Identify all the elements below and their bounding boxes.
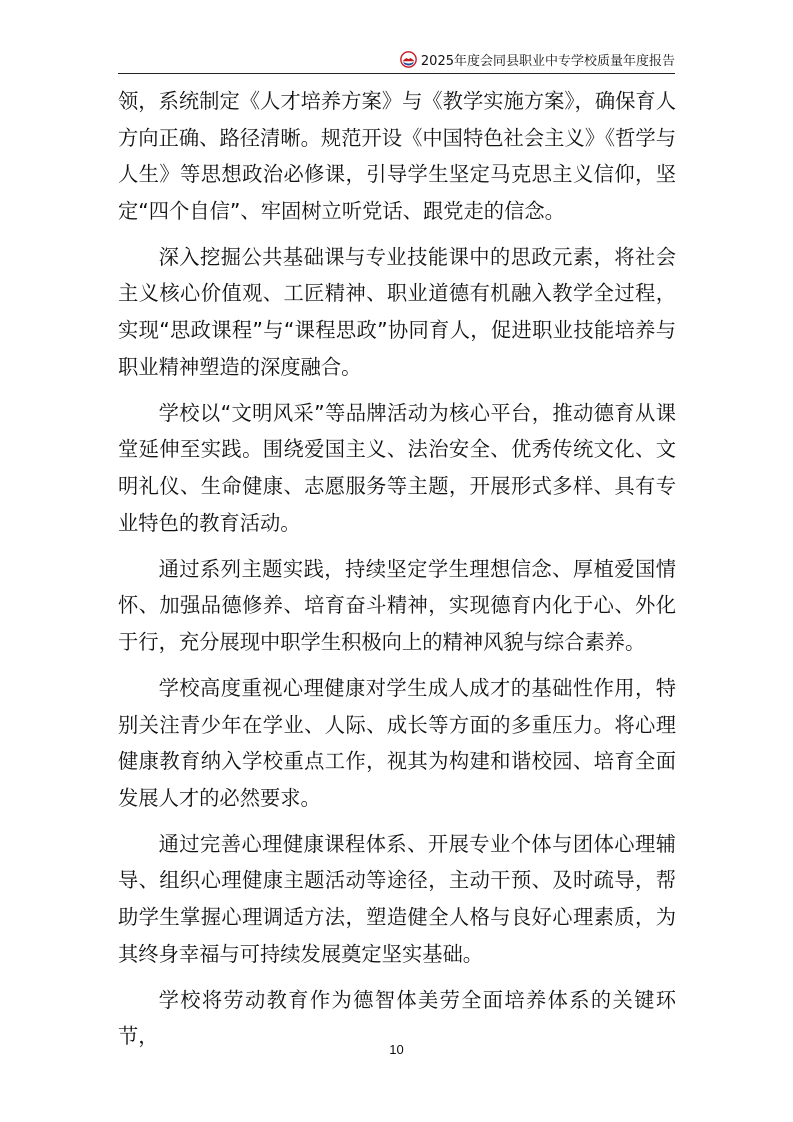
header-title: 2025年度会同县职业中专学校质量年度报告 [420,54,675,69]
page-header [400,50,675,69]
paragraph: 学校以“文明风采”等品牌活动为核心平台，推动德育从课堂延伸至实践。围绕爱国主义、法治安全、优秀传统文化、文明礼仪、生命健康、志愿服务等主题，开展形式多样、具有专业特色的教育活动。 [118,400,676,535]
paragraph: 通过系列主题实践，持续坚定学生理想信念、厚植爱国情怀、加强品德修养、培育奋斗精神，实现德育内化于心、外化于行，充分展现中职学生积极向上的精神风貌与综合素养。 [118,556,676,654]
paragraph: 领，系统制定《人才培养方案》与《教学实施方案》，确保育人方向正确、路径清晰。规范开设《中国特色社会主义》《哲学与人生》等思想政治必修课，引导学生坚定马克思主义信仰，坚定“四个自信”、牢固树立听党话、跟党走的信念。 [118,89,676,223]
paragraph: 深入挖掘公共基础课与专业技能课中的思政元素，将社会主义核心价值观、工匠精神、职业道德有机融入教学全过程，实现“思政课程”与“课程思政”协同育人，促进职业技能培养与职业精神塑造的深度融合。 [118,244,676,379]
document-body [118,83,676,1064]
school-emblem-icon [400,51,417,68]
paragraph: 学校高度重视心理健康对学生成人成才的基础性作用，特别关注青少年在学业、人际、成长等方面的多重压力。将心理健康教育纳入学校重点工作，视其为构建和谐校园、培育全面发展人才的必然要求。 [118,675,676,810]
page-number: 10 [389,1042,404,1057]
paragraph: 通过完善心理健康课程体系、开展专业个体与团体心理辅导、组织心理健康主题活动等途径，主动干预、及时疏导，帮助学生掌握心理调适方法，塑造健全人格与良好心理素质，为其终身幸福与可持续发展奠定坚实基础。 [118,831,676,966]
header-divider [118,73,675,74]
paragraph: 学校将劳动教育作为德智体美劳全面培养体系的关键环节， [118,987,676,1049]
